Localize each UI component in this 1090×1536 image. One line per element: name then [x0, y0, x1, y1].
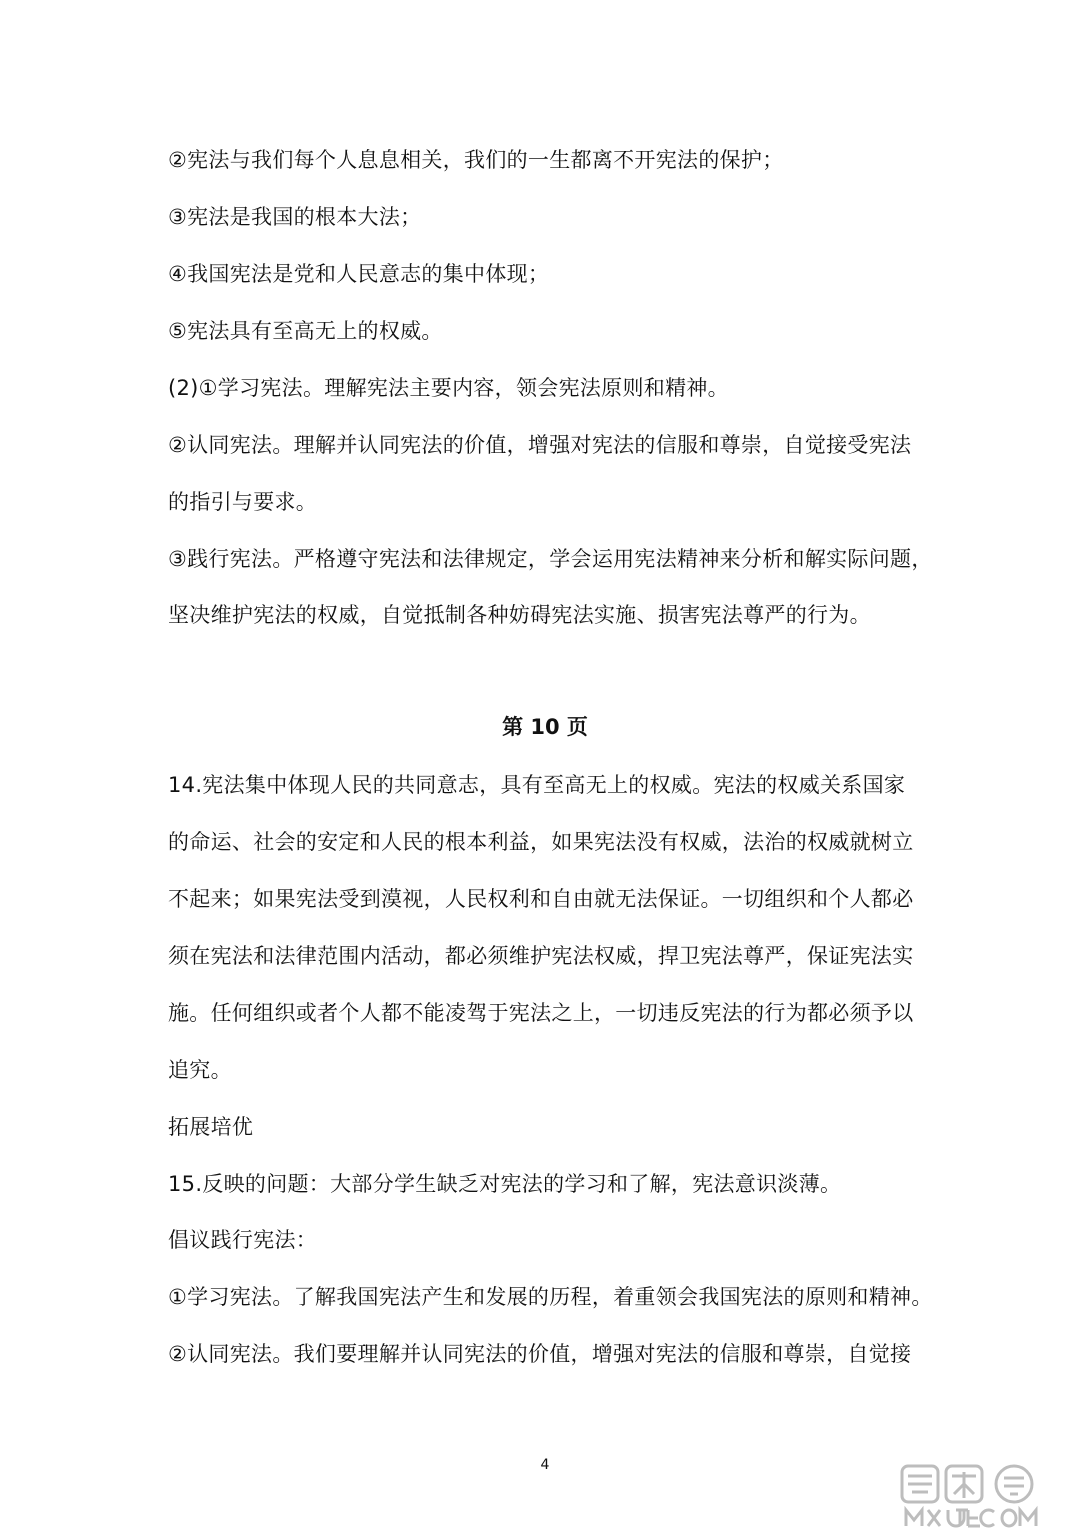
text-line: 15.反映的问题：大部分学生缺乏对宪法的学习和了解，宪法意识淡薄。 — [168, 1172, 842, 1196]
text-line: ②认同宪法。理解并认同宪法的价值，增强对宪法的信服和尊崇，自觉接受宪法 — [168, 433, 912, 457]
page-number: 4 — [540, 1457, 550, 1473]
text-line: ②宪法与我们每个人息息相关，我们的一生都离不开宪法的保护； — [168, 148, 784, 172]
text-line: 倡议践行宪法： — [168, 1228, 318, 1252]
text-line: 坚决维护宪法的权威，自觉抵制各种妨碍宪法实施、损害宪法尊严的行为。 — [168, 603, 871, 627]
text-line: ③践行宪法。严格遵守宪法和法律规定，学会运用宪法精神来分析和解实际问题， — [168, 547, 933, 571]
section-heading: 第 10 页 — [502, 715, 588, 739]
text-line: ②认同宪法。我们要理解并认同宪法的价值，增强对宪法的信服和尊崇，自觉接 — [168, 1342, 912, 1366]
text-line: ①学习宪法。了解我国宪法产生和发展的历程，着重领会我国宪法的原则和精神。 — [168, 1285, 933, 1309]
text-line: 追究。 — [168, 1058, 232, 1082]
text-line: ⑤宪法具有至高无上的权威。 — [168, 319, 443, 343]
watermark-logo — [898, 1464, 1084, 1532]
text-line: 的命运、社会的安定和人民的根本利益，如果宪法没有权威，法治的权威就树立 — [168, 830, 914, 854]
text-line: ④我国宪法是党和人民意志的集中体现； — [168, 262, 550, 286]
text-line: (2)①学习宪法。理解宪法主要内容，领会宪法原则和精神。 — [168, 376, 729, 400]
text-line: 施。任何组织或者个人都不能凌驾于宪法之上，一切违反宪法的行为都必须予以 — [168, 1001, 914, 1025]
subsection-label: 拓展培优 — [168, 1115, 254, 1139]
text-line: 不起来；如果宪法受到漠视，人民权利和自由就无法保证。一切组织和个人都必 — [168, 887, 914, 911]
text-line: ③宪法是我国的根本大法； — [168, 205, 422, 229]
text-line: 14.宪法集中体现人民的共同意志，具有至高无上的权威。宪法的权威关系国家 — [168, 773, 906, 797]
text-line: 的指引与要求。 — [168, 490, 318, 514]
text-line: 须在宪法和法律范围内活动，都必须维护宪法权威，捍卫宪法尊严，保证宪法实 — [168, 944, 914, 968]
